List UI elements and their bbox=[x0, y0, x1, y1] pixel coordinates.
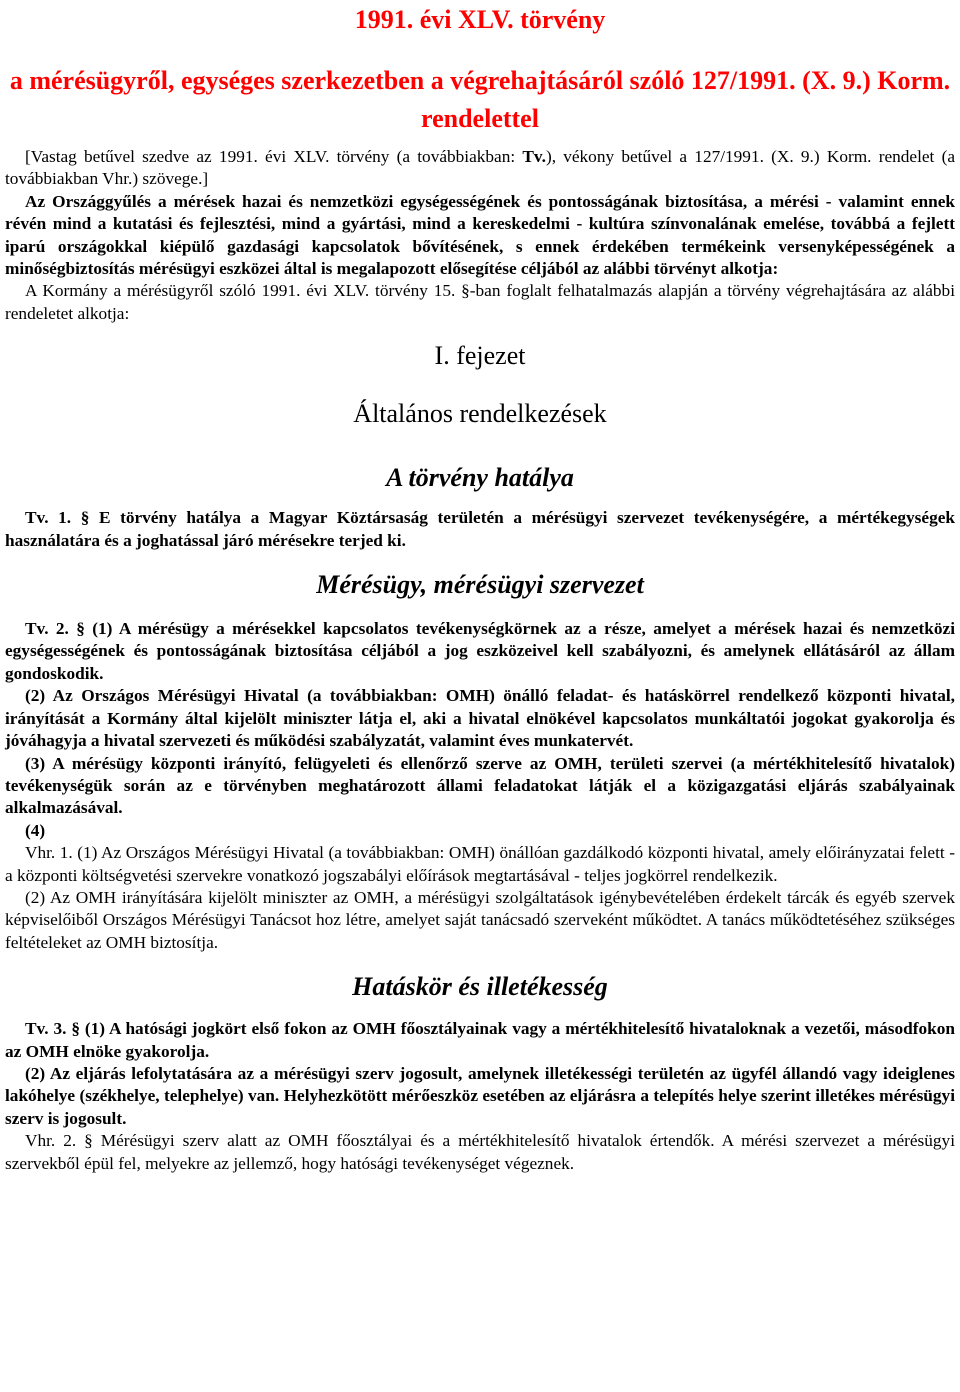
paragraph-vhr-2: Vhr. 2. § Mérésügyi szerv alatt az OMH főosztályai és a mértékhitelesítő hivatalok értendők. A mérési szervezet a mérésügyi szervekből épül fel, melyekre az jellemző, hogy hatósági tevékenységet végeznek. bbox=[5, 1131, 955, 1173]
paragraph-vhr-1-1: Vhr. 1. (1) Az Országos Mérésügyi Hivatal (a továbbiakban: OMH) önállóan gazdálkodó központi hivatal, amely előirányzatai felett - a központi költségvetési szervekre vonatkozó jogszabályi előírások megtartásával - teljes jogkörrel rendelkezik. bbox=[5, 843, 955, 885]
paragraph-tv-2-4: (4) bbox=[25, 820, 46, 840]
document-title: 1991. évi XLV. törvény bbox=[354, 5, 606, 34]
paragraph-tv-3-1: Tv. 3. § (1) A hatósági jogkört első fokon az OMH főosztályainak vagy a mértékhitelesítő hivataloknak a vezetői, másodfokon az OMH elnöke gyakorolja. bbox=[5, 1019, 955, 1061]
paragraph-tv-2-1: Tv. 2. § (1) A mérésügy a mérésekkel kapcsolatos tevékenységkörnek az a része, amelyet a mérések hazai és nemzetközi egységességének és pontosságának biztosítása céljából a jog eszközeivel kell szabályozni, és amelynek ellátásáról az állam gondoskodik. bbox=[5, 619, 955, 683]
section-heading-jurisdiction: Hatáskör és illetékesség bbox=[352, 972, 608, 1002]
document-subtitle: a mérésügyről, egységes szerkezetben a végrehajtásáról szóló 127/1991. (X. 9.) Korm. rendelettel bbox=[9, 66, 951, 133]
paragraph-tv-1: Tv. 1. § E törvény hatálya a Magyar Köztársaság területén a mérésügyi szervezet tevékenységére, a mértékegységek használatára és a joghatással járó mérésekre terjed ki. bbox=[5, 508, 955, 550]
intro-note-tv: Tv. bbox=[522, 147, 546, 166]
section-heading-organization: Mérésügy, mérésügyi szervezet bbox=[316, 570, 644, 600]
preamble-law: Az Országgyűlés a mérések hazai és nemzetközi egységességének és pontosságának biztosítása, a mérési - valamint ennek révén mind a kutatási és fejlesztési, mind a gyártási, mind a kereskedelmi - kultúra színvonalának emelése, továbbá a fejlett iparú országokkal kiépülő gazdasági kapcsolatok bővítésének, s ennek érdekében termékeink versenyképességének a minőségbiztosítás mérésügyi eszközei által is megalapozott elősegítése céljából az alábbi törvényt alkotja: bbox=[5, 191, 955, 279]
preamble-decree: A Kormány a mérésügyről szóló 1991. évi XLV. törvény 15. §-ban foglalt felhatalmazás alapján a törvény végrehajtására az alábbi rendeletet alkotja: bbox=[5, 281, 955, 323]
paragraph-tv-2-2: (2) Az Országos Mérésügyi Hivatal (a továbbiakban: OMH) önálló feladat- és hatáskörrel rendelkező központi hivatal, irányítását a Kormány által kijelölt miniszter látja el, aki a hivatal elnökével kapcsolatos munkáltatói jogokat gyakorolja és jóváhagyja a hivatal szervezeti és működési szabályzatát, valamint éves munkatervét. bbox=[5, 686, 955, 751]
paragraph-tv-3-2: (2) Az eljárás lefolytatására az a mérésügyi szerv jogosult, amelynek illetékességi területén az ügyfél állandó vagy ideiglenes lakóhelye (székhelye, telephelye) van. Helyhezkötött mérőeszköz esetében az eljárásra a telepítés helye szerint illetékes mérésügyi szerv is jogosult. bbox=[5, 1063, 955, 1128]
section-heading-scope: A törvény hatálya bbox=[386, 463, 574, 493]
intro-note-part-2: ), vékony betűvel a 127/1991. (X. 9.) Korm. rendelet (a továbbiakban Vhr.) szövege.] bbox=[5, 147, 955, 189]
paragraph-tv-2-3: (3) A mérésügy központi irányító, felügyeleti és ellenőrző szerve az OMH, területi szervei (a mértékhitelesítő hivatalok) tevékenységük során az e törvényben meghatározott állami feladatokat látják el a közigazgatási eljárás szabályainak alkalmazásával. bbox=[5, 753, 955, 818]
chapter-number: I. fejezet bbox=[434, 341, 526, 371]
paragraph-vhr-1-2: (2) Az OMH irányítására kijelölt miniszter az OMH, a mérésügyi szolgáltatások igénybevételében érdekelt tárcák és egyéb szervek képviselőiből Országos Mérésügyi Tanácsot hoz létre, amelyet saját tanácsadó szerveként működtet. A tanács működtetéséhez szükséges feltételeket az OMH biztosítja. bbox=[5, 887, 955, 952]
chapter-title: Általános rendelkezések bbox=[353, 399, 607, 429]
intro-note bbox=[5, 146, 955, 191]
intro-note-part-1: [Vastag betűvel szedve az 1991. évi XLV. törvény (a továbbiakban: bbox=[25, 147, 523, 166]
